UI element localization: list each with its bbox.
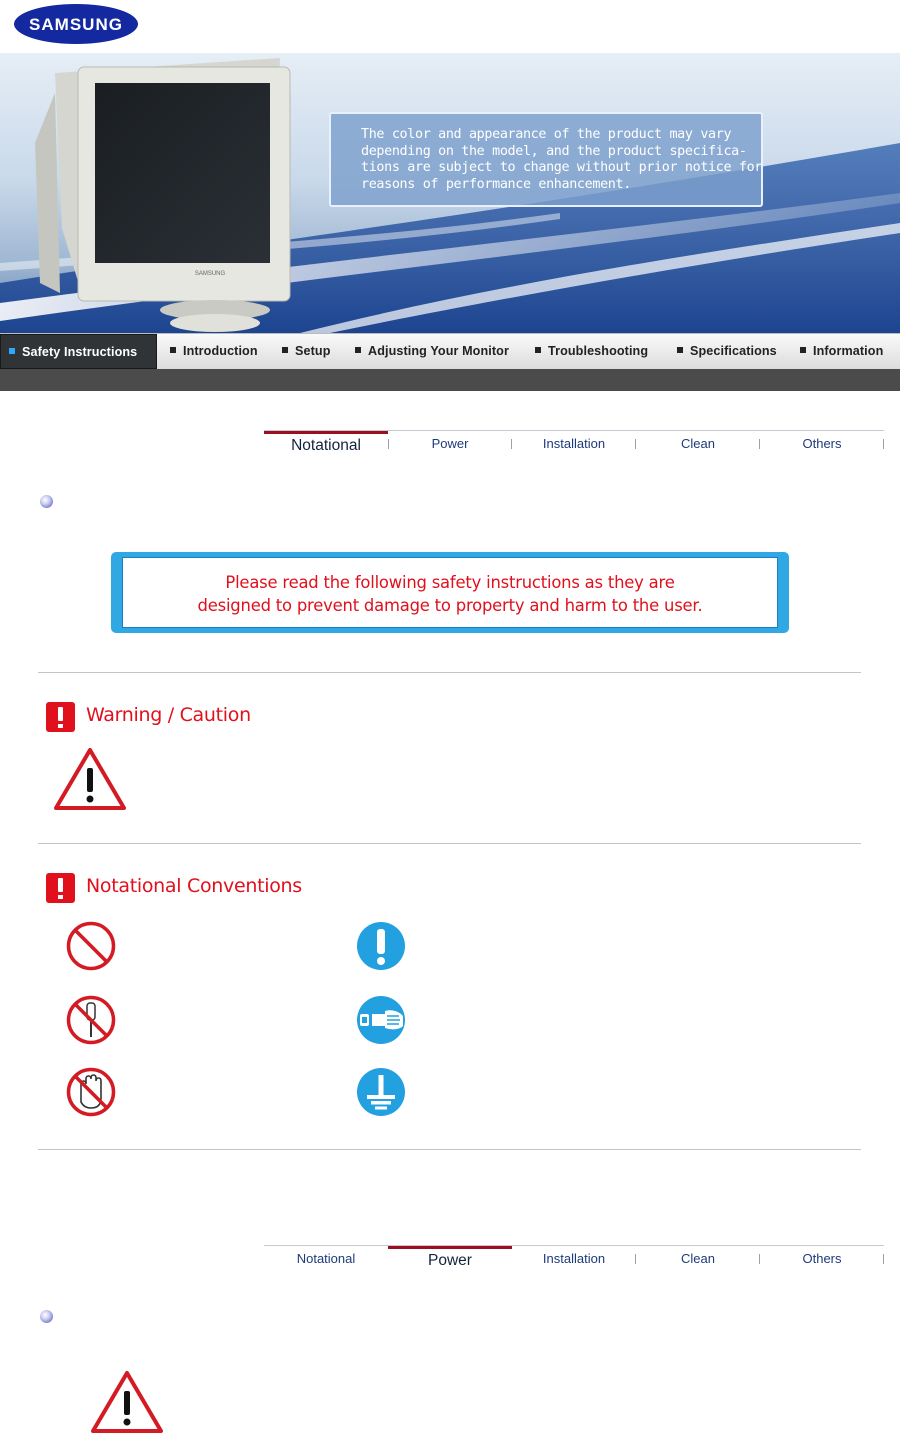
tab-others[interactable] — [760, 431, 884, 459]
nav-label: Specifications — [690, 344, 777, 358]
warning-caution-heading — [46, 702, 346, 732]
divider — [38, 1149, 861, 1150]
tab-label: Power — [431, 436, 469, 451]
nav-label: Setup — [295, 344, 331, 358]
section-bullet-icon — [40, 495, 53, 508]
tab-label: Installation — [542, 436, 606, 451]
nav-troubleshooting[interactable] — [535, 334, 648, 369]
bullet-square-icon — [355, 347, 361, 353]
monitor-brand-text: SAMSUNG — [194, 271, 226, 277]
samsung-logo[interactable] — [13, 3, 139, 45]
product-notice-line: reasons of performance enhancement. — [361, 176, 631, 192]
tab-power[interactable] — [388, 1246, 512, 1274]
product-notice-box — [329, 112, 763, 207]
tab-others[interactable] — [760, 1246, 884, 1274]
bullet-square-icon — [800, 347, 806, 353]
nav-underbar — [0, 369, 900, 391]
tab-label: Clean — [681, 1251, 715, 1266]
bullet-square-icon — [535, 347, 541, 353]
tab-installation[interactable] — [512, 1246, 636, 1274]
tab-clean[interactable] — [636, 1246, 760, 1274]
do-not-disassemble-icon — [65, 994, 117, 1046]
tab-label: Installation — [542, 1251, 606, 1266]
bullet-square-icon — [170, 347, 176, 353]
nav-label: Adjusting Your Monitor — [368, 344, 509, 358]
ground-icon — [355, 1066, 407, 1118]
nav-label: Information — [813, 344, 884, 358]
notational-conventions-heading — [46, 873, 366, 903]
safety-notice-line-2: designed to prevent damage to property and harm to the user. — [197, 596, 703, 615]
subtab-bar — [264, 430, 884, 460]
samsung-logo-text: SAMSUNG — [29, 15, 123, 34]
tab-label: Notational — [296, 1251, 356, 1266]
nav-label: Troubleshooting — [548, 344, 649, 358]
safety-notice-box — [111, 552, 789, 633]
bullet-square-icon — [9, 348, 15, 354]
divider — [38, 843, 861, 844]
nav-adjusting-your-monitor[interactable] — [355, 334, 509, 369]
section-bullet-icon — [40, 1310, 53, 1323]
tab-notational[interactable] — [264, 1246, 388, 1274]
nav-safety-instructions[interactable] — [0, 334, 157, 369]
tab-label: Others — [802, 436, 842, 451]
notational-conventions-title: Notational Conventions — [86, 875, 302, 897]
nav-introduction[interactable] — [170, 334, 258, 369]
product-notice-line: The color and appearance of the product may vary — [361, 127, 732, 142]
warning-triangle-icon — [52, 746, 128, 812]
warning-caution-title: Warning / Caution — [86, 704, 251, 726]
subtab-bar — [264, 1245, 884, 1275]
safety-notice-line-1: Please read the following safety instructions as they are — [225, 573, 675, 592]
nav-specifications[interactable] — [677, 334, 777, 369]
unplug-icon — [355, 994, 407, 1046]
nav-information[interactable] — [800, 334, 883, 369]
tab-label: Notational — [291, 437, 361, 454]
important-icon — [355, 920, 407, 972]
nav-setup[interactable] — [282, 334, 330, 369]
main-nav — [0, 333, 900, 369]
tab-clean[interactable] — [636, 431, 760, 459]
hero-banner — [0, 53, 900, 333]
nav-label: Safety Instructions — [22, 345, 138, 359]
tab-label: Clean — [681, 436, 715, 451]
exclamation-icon — [46, 702, 75, 732]
tab-installation[interactable] — [512, 431, 636, 459]
prohibited-icon — [65, 920, 117, 972]
divider — [38, 672, 861, 673]
product-notice-line: tions are subject to change without prior notice for — [361, 160, 763, 175]
nav-label: Introduction — [183, 344, 258, 358]
product-notice-line: depending on the model, and the product specifica- — [361, 143, 747, 159]
warning-triangle-icon — [89, 1369, 165, 1435]
tab-label: Power — [428, 1252, 472, 1269]
do-not-touch-icon — [65, 1066, 117, 1118]
exclamation-icon — [46, 873, 75, 903]
tab-power[interactable] — [388, 431, 512, 459]
bullet-square-icon — [282, 347, 288, 353]
tab-notational[interactable] — [264, 431, 388, 459]
tab-label: Others — [802, 1251, 842, 1266]
bullet-square-icon — [677, 347, 683, 353]
